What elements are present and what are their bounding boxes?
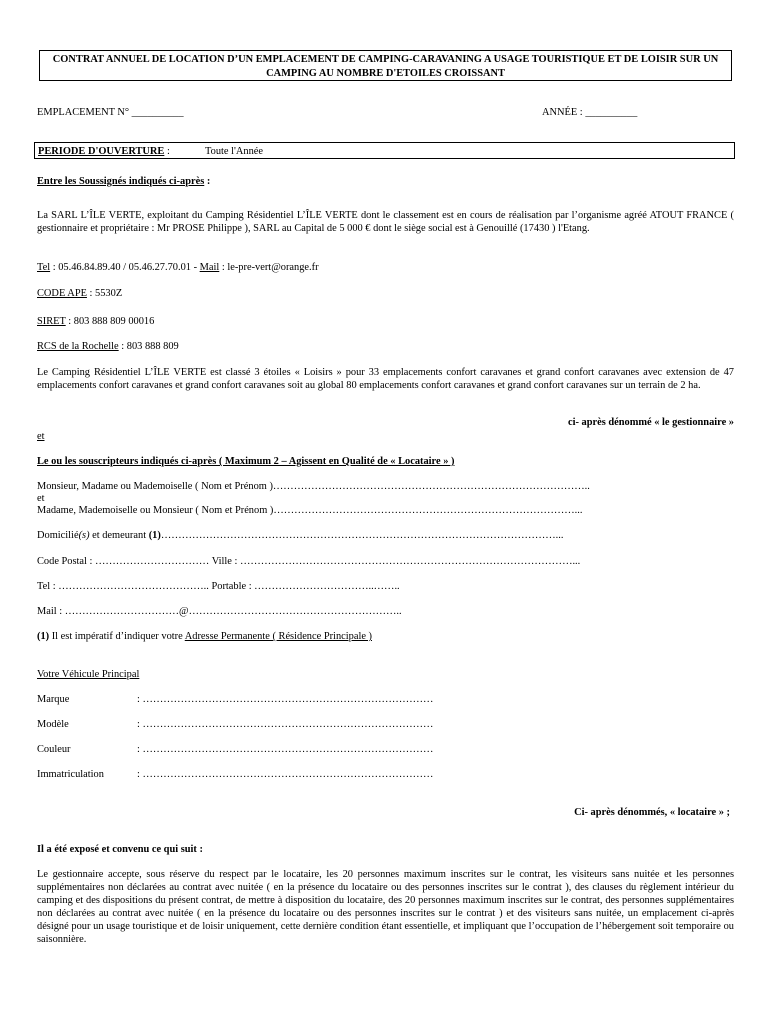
- mail-value: : le-pre-vert@orange.fr: [219, 262, 319, 273]
- periode-label: PERIODE D'OUVERTURE: [38, 146, 165, 157]
- annee-blank[interactable]: __________: [585, 107, 638, 118]
- note-text: Il est impératif d’indiquer votre: [49, 631, 185, 642]
- code-ape-line: [37, 287, 122, 300]
- souscripteurs-heading: Le ou les souscripteurs indiqués ci-après ( Maximum 2 – Agissent en Qualité de « Locataire » ): [37, 456, 455, 467]
- siret-line: [37, 315, 154, 328]
- annee-field: [542, 106, 637, 119]
- soussignes-heading-text: Entre les Soussignés indiqués ci-après: [37, 176, 205, 187]
- tel-portable-field[interactable]: Tel : …………………………………….. Portable : ……………………………..……..: [37, 581, 400, 592]
- note-adresse: Adresse Permanente ( Résidence Principale ): [184, 631, 372, 642]
- camping-paragraph: Le Camping Résidentiel L’ÎLE VERTE est classé 3 étoiles « Loisirs » pour 33 emplacements confort caravanes et grand confort caravanes avec extension de 47 emplacements confort caravanes et grand confort caravanes soit au global 80 emplacements confort caravanes et grand confort caravanes sur un terrain de 2 ha.: [37, 367, 734, 391]
- madame-field[interactable]: Madame, Mademoiselle ou Monsieur ( Nom et Prénom )……………………………………………………………………………...: [37, 505, 583, 516]
- rcs-value: : 803 888 809: [118, 341, 179, 352]
- domicile-dots: ……………………………………………………………………………………………………...: [160, 530, 564, 541]
- et-link: et: [37, 431, 45, 442]
- rcs-label: RCS de la Rochelle: [37, 341, 119, 352]
- soussignes-colon: :: [204, 176, 211, 187]
- expose-paragraph: Le gestionnaire accepte, sous réserve du respect par le locataire, les 20 personnes maximum inscrites sur le contrat, les visiteurs sans nuitée et les personnes supplémentaires non déclarées au contrat avec nuitée ( en la présence du locataire ou des personnes inscrites sur le contrat ), des clauses du règlement intérieur du camping et des dispositions du présent contrat, de mettre à disposition du locataire, des 20 personnes maximum inscrites sur le contrat, des personnes supplémentaires non déclarées au contrat avec nuitée ( en la présence du locataire ou des personnes inscrites sur le contrat ) et des visiteurs sans nuitée, un emplacement ci-après désigné pour un usage touristique et de loisir uniquement, cette dernière condition étant essentielle, et impliquant que l’occupation de l’hébergement soit temporaire ou saisonnière.: [37, 869, 734, 945]
- periode-value: Toute l'Année: [205, 146, 263, 157]
- vehicule-marque-field[interactable]: : …………………………………………………………………………: [137, 694, 434, 705]
- code-ape-label: CODE APE: [37, 288, 87, 299]
- domicile-note-ref: (1): [148, 530, 161, 541]
- vehicule-heading: Votre Véhicule Principal: [37, 669, 140, 680]
- locataire-label: Ci- après dénommés, « locataire » ;: [574, 807, 730, 818]
- emplacement-label: EMPLACEMENT N°: [37, 107, 129, 118]
- code-postal-field[interactable]: Code Postal : …………………………… Ville : ……………………………………………………………………………………...: [37, 556, 581, 567]
- tel-label: Tel: [37, 262, 51, 273]
- note-num: (1): [37, 631, 50, 642]
- periode-line: [38, 145, 170, 158]
- note-line: [37, 630, 372, 643]
- tel-value: : 05.46.84.89.40 / 05.46.27.70.01 -: [50, 262, 200, 273]
- siret-label: SIRET: [37, 316, 66, 327]
- contract-title: CONTRAT ANNUEL DE LOCATION D’UN EMPLACEMENT DE CAMPING-CARAVANING A USAGE TOURISTIQUE ET DE LOISIR SUR UN CAMPING AU NOMBRE D'ETOILES CROISSANT: [39, 50, 732, 81]
- domicile-plural: (s): [78, 530, 90, 541]
- domicile-mid: et demeurant: [89, 530, 149, 541]
- code-ape-value: : 5530Z: [86, 288, 123, 299]
- domicile-field[interactable]: [37, 529, 563, 542]
- mail-label: Mail: [199, 262, 220, 273]
- expose-heading: Il a été exposé et convenu ce qui suit :: [37, 844, 203, 855]
- monsieur-field[interactable]: Monsieur, Madame ou Mademoiselle ( Nom et Prénom )………………………………………………………………………………..: [37, 481, 590, 492]
- et-separator: et: [37, 493, 45, 504]
- vehicule-marque-label: Marque: [37, 694, 70, 705]
- sarl-paragraph: La SARL L’ÎLE VERTE, exploitant du Camping Résidentiel L’ÎLE VERTE dont le classement est en cours de réalisation par l’organisme agréé ATOUT FRANCE ( gestionnaire et propriétaire : Mr PROSE Philippe ), SARL au Capital de 5 000 € dont le siège social est à Genouillé (17430 ) l'Etang.: [37, 210, 734, 234]
- rcs-line: [37, 340, 179, 353]
- domicile-prefix: Domicilié: [37, 530, 79, 541]
- tel-line: [37, 261, 319, 274]
- vehicule-immatriculation-label: Immatriculation: [37, 769, 104, 780]
- vehicule-couleur-label: Couleur: [37, 744, 71, 755]
- vehicule-modele-label: Modèle: [37, 719, 69, 730]
- vehicule-modele-field[interactable]: : …………………………………………………………………………: [137, 719, 434, 730]
- emplacement-blank[interactable]: __________: [131, 107, 184, 118]
- vehicule-immatriculation-field[interactable]: : …………………………………………………………………………: [137, 769, 434, 780]
- mail-field[interactable]: Mail : ……………………………@……………………………………………………..: [37, 606, 402, 617]
- periode-sep: :: [166, 146, 170, 157]
- annee-label: ANNÉE :: [542, 107, 583, 118]
- gestionnaire-label: ci- après dénommé « le gestionnaire »: [567, 417, 734, 428]
- vehicule-couleur-field[interactable]: : …………………………………………………………………………: [137, 744, 434, 755]
- siret-value: : 803 888 809 00016: [65, 316, 155, 327]
- soussignes-heading: [37, 175, 210, 188]
- emplacement-field: [37, 106, 184, 119]
